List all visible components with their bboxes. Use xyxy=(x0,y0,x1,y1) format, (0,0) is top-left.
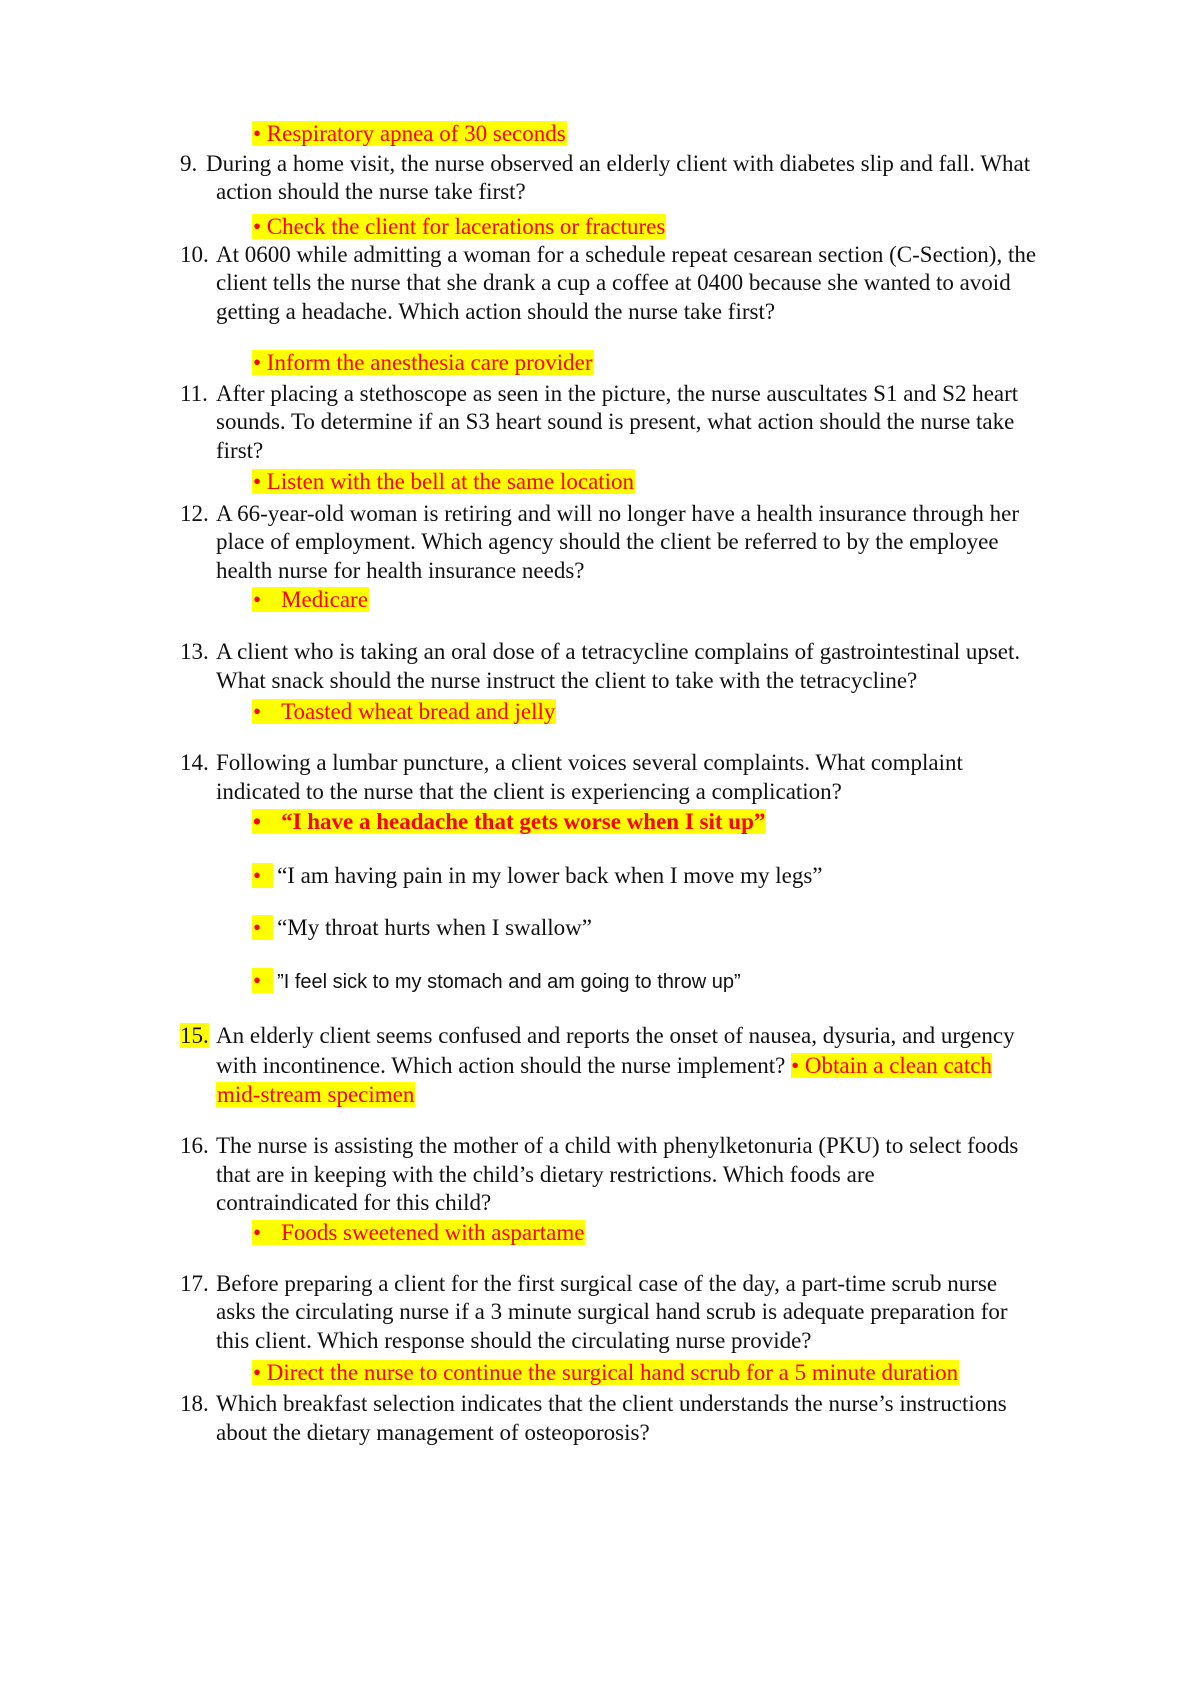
question-13-number: 13. xyxy=(180,639,209,664)
bullet: • xyxy=(252,863,273,888)
question-10-number: 10. xyxy=(180,242,209,267)
question-12-line-3: health nurse for health insurance needs? xyxy=(216,558,585,583)
bullet: • xyxy=(252,915,273,940)
question-14-number: 14. xyxy=(180,750,209,775)
bullet: • xyxy=(252,1220,273,1245)
question-16-line-3: contraindicated for this child? xyxy=(216,1190,492,1215)
bullet: • xyxy=(252,587,273,612)
answer-16: • Foods sweetened with aspartame xyxy=(253,1220,585,1245)
question-18-line-1: Which breakfast selection indicates that the client understands the nurse’s instructions xyxy=(216,1391,1007,1416)
question-17-line-2: asks the circulating nurse if a 3 minute surgical hand scrub is adequate preparation for xyxy=(216,1299,1008,1324)
question-16-line-1: The nurse is assisting the mother of a child with phenylketonuria (PKU) to select foods xyxy=(216,1133,1019,1158)
answer-15-part-2: mid-stream specimen xyxy=(217,1082,415,1107)
answer-15-part-1: • Obtain a clean catch xyxy=(791,1053,992,1078)
question-11-number: 11. xyxy=(180,381,208,406)
question-9-line-1: During a home visit, the nurse observed an elderly client with diabetes slip and fall. What xyxy=(206,151,1031,176)
question-15-number: 15. xyxy=(180,1023,209,1048)
bullet: • xyxy=(252,699,273,724)
question-18-line-2: about the dietary management of osteoporosis? xyxy=(216,1420,650,1445)
question-13-line-2: What snack should the nurse instruct the client to take with the tetracycline? xyxy=(216,668,918,693)
answer-9: • Check the client for lacerations or fractures xyxy=(253,214,666,239)
answer-8: • Respiratory apnea of 30 seconds xyxy=(253,121,566,146)
question-12-number: 12. xyxy=(180,501,209,526)
question-14-line-1: Following a lumbar puncture, a client voices several complaints. What complaint xyxy=(216,750,963,775)
question-10-line-1: At 0600 while admitting a woman for a schedule repeat cesarean section (C-Section), the xyxy=(216,242,1037,267)
question-18-number: 18. xyxy=(180,1391,209,1416)
bullet: • xyxy=(252,809,273,834)
answer-11: • Listen with the bell at the same location xyxy=(253,469,635,494)
question-17-number: 17. xyxy=(180,1271,209,1296)
question-12-line-1: A 66-year-old woman is retiring and will no longer have a health insurance through her xyxy=(216,501,1020,526)
option-14-4: • ”I feel sick to my stomach and am going to throw up” xyxy=(253,968,741,993)
question-9-line-2: action should the nurse take first? xyxy=(216,179,526,204)
question-12-line-2: place of employment. Which agency should the client be referred to by the employee xyxy=(216,529,999,554)
question-17-line-1: Before preparing a client for the first surgical case of the day, a part-time scrub nurse xyxy=(216,1271,998,1296)
answer-14-correct: • “I have a headache that gets worse when I sit up” xyxy=(253,809,766,834)
question-17-line-3: this client. Which response should the circulating nurse provide? xyxy=(216,1328,812,1353)
option-14-3: • “My throat hurts when I swallow” xyxy=(253,915,592,940)
option-14-2: • “I am having pain in my lower back when I move my legs” xyxy=(253,863,823,888)
question-14-line-2: indicated to the nurse that the client is experiencing a complication? xyxy=(216,779,842,804)
answer-17: • Direct the nurse to continue the surgical hand scrub for a 5 minute duration xyxy=(253,1360,959,1385)
bullet: • xyxy=(252,968,273,993)
question-15-line-1: An elderly client seems confused and reports the onset of nausea, dysuria, and urgency xyxy=(216,1023,1015,1048)
question-10-line-2: client tells the nurse that she drank a cup a coffee at 0400 because she wanted to avoid xyxy=(216,270,1011,295)
answer-13: • Toasted wheat bread and jelly xyxy=(253,699,556,724)
question-11-line-1: After placing a stethoscope as seen in the picture, the nurse auscultates S1 and S2 heart xyxy=(216,381,1019,406)
question-16-number: 16. xyxy=(180,1133,209,1158)
answer-10: • Inform the anesthesia care provider xyxy=(253,350,593,375)
question-10-line-3: getting a headache. Which action should the nurse take first? xyxy=(216,299,776,324)
answer-12: • Medicare xyxy=(253,587,368,612)
question-11-line-3: first? xyxy=(216,438,264,463)
question-16-line-2: that are in keeping with the child’s dietary restrictions. Which foods are xyxy=(216,1162,875,1187)
question-13-line-1: A client who is taking an oral dose of a tetracycline complains of gastrointestinal upset. xyxy=(216,639,1021,664)
question-11-line-2: sounds. To determine if an S3 heart sound is present, what action should the nurse take xyxy=(216,409,1015,434)
question-15-line-2: with incontinence. Which action should the nurse implement? • Obtain a clean catch xyxy=(216,1053,992,1078)
question-9-number: 9. xyxy=(180,151,198,176)
